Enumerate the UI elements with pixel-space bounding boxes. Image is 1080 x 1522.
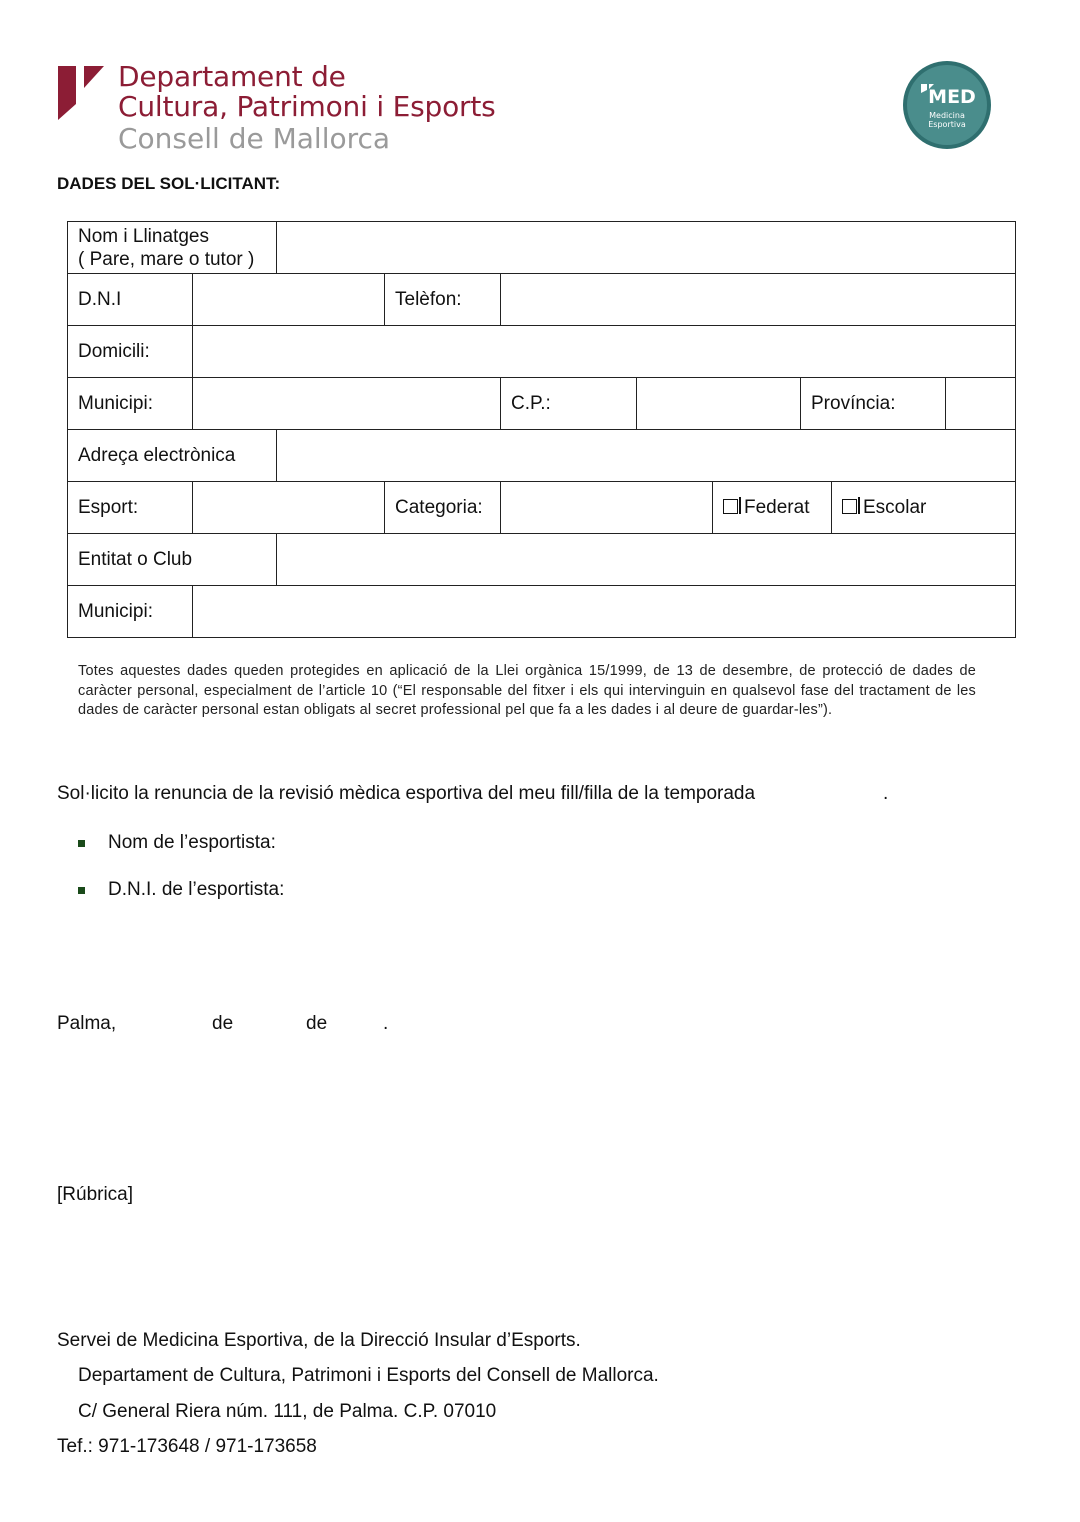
dni-label: D.N.I [68,274,193,326]
category-field[interactable] [501,482,713,534]
school-checkbox[interactable] [842,499,857,514]
club-municipality-label: Municipi: [68,586,193,638]
footer-department: Departament de Cultura, Patrimoni i Esports del Consell de Mallorca. [78,1365,659,1386]
municipality-label: Municipi: [68,378,193,430]
footer-phone: Tef.: 971-173648 / 971-173658 [57,1436,317,1457]
footer-service: Servei de Medicina Esportiva, de la Direcció Insular d’Esports. [57,1330,581,1351]
federated-checkbox[interactable] [723,499,738,514]
school-label: Escolar [863,497,927,518]
club-label: Entitat o Club [68,534,277,586]
bullet-square-icon [78,840,85,847]
department-title-line2: Cultura, Patrimoni i Esports [118,90,496,123]
province-label: Província: [801,378,946,430]
name-label-cell [68,222,277,274]
phone-label: Telèfon: [385,274,501,326]
council-name: Consell de Mallorca [118,122,391,155]
address-label: Domicili: [68,326,193,378]
medicina-esportiva-badge [902,60,992,150]
postal-code-field[interactable] [637,378,801,430]
section-heading: DADES DEL SOL·LICITANT: [57,174,281,193]
postal-code-label: C.P.: [501,378,637,430]
footer-address: C/ General Riera núm. 111, de Palma. C.P. 07010 [78,1401,497,1422]
department-title-line1: Departament de [118,60,346,93]
province-field[interactable] [946,378,1016,430]
data-protection-notice: Totes aquestes dades queden protegides en aplicació de la Llei orgànica 15/1999, de 13 de desembre, de protecció de dades de caràcter personal, especialment de l’article 10 (“El responsable del fitxer i els qui intervinguin en qualsevol fase del tractament de les dades de caràcter personal estan obligats al secret professional pel que fa a les dades i al deure de guardar-les”). [78,663,976,718]
email-field[interactable] [277,430,1016,482]
date-de-1: de [212,1013,234,1034]
athlete-name-label: Nom de l’esportista: [108,832,276,853]
address-field[interactable] [193,326,1016,378]
bullet-square-icon [78,887,85,894]
applicant-form-table [67,221,1016,638]
form-row-name [68,222,1016,274]
dni-field[interactable] [193,274,385,326]
form-row-club-municipality [68,586,1016,638]
form-row-dni [68,274,1016,326]
form-row-sport [68,482,1016,534]
request-statement: Sol·licito la renuncia de la revisió mèdica esportiva del meu fill/filla de la temporada [57,783,756,804]
school-option[interactable] [832,482,1016,534]
date-end: . [383,1013,389,1034]
phone-field[interactable] [501,274,1016,326]
name-field[interactable] [277,222,1016,274]
sport-field[interactable] [193,482,385,534]
badge-line1: Medicina [929,111,965,120]
date-de-2: de [306,1013,328,1034]
club-municipality-field[interactable] [193,586,1016,638]
club-field[interactable] [277,534,1016,586]
badge-logo-text: MED [928,86,976,108]
category-label: Categoria: [385,482,501,534]
consell-logo-mark [58,66,104,120]
form-row-municipality [68,378,1016,430]
name-label: Nom i Llinatges [78,225,209,247]
signature-placeholder: [Rúbrica] [57,1184,134,1205]
athlete-dni-label: D.N.I. de l’esportista: [108,879,285,900]
badge-line2: Esportiva [928,120,966,129]
department-title [118,62,496,122]
form-row-address [68,326,1016,378]
federated-option[interactable] [713,482,832,534]
name-label-note: ( Pare, mare o tutor ) [78,248,255,270]
municipality-field[interactable] [193,378,501,430]
request-statement-end: . [883,783,889,804]
sport-label: Esport: [68,482,193,534]
form-row-email [68,430,1016,482]
federated-label: Federat [744,497,810,518]
email-label: Adreça electrònica [68,430,277,482]
form-row-club [68,534,1016,586]
date-place: Palma, [57,1013,117,1034]
